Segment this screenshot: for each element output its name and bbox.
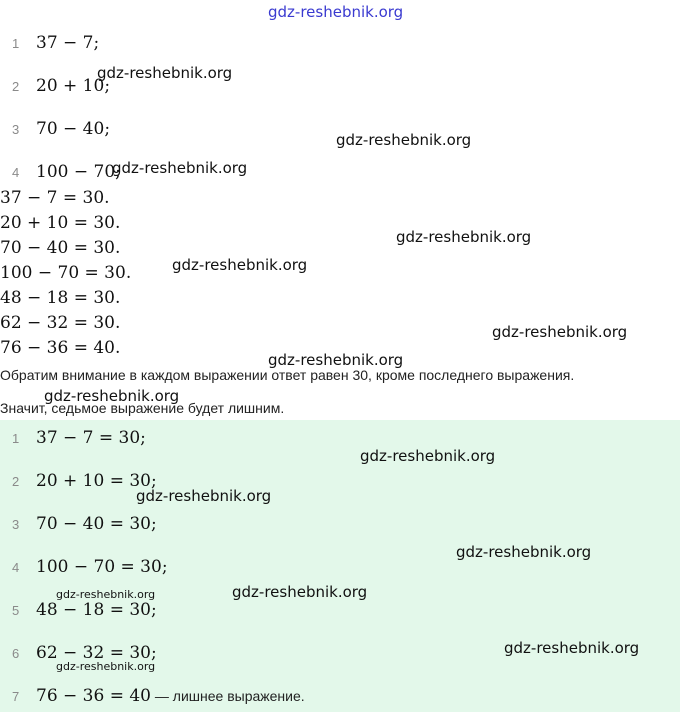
watermark: gdz-reshebnik.org — [56, 588, 156, 601]
list-item-expression: 76 − 36 = 40 — [36, 686, 151, 706]
result-line: 48 − 18 = 30. — [0, 288, 121, 308]
watermark: gdz-reshebnik.org — [336, 131, 472, 149]
explanation-text: Обратим внимание в каждом выражении ответ равен 30, кроме последнего выражения. — [0, 367, 575, 383]
conclusion-text: Значит, седьмое выражение будет лишним. — [0, 400, 285, 416]
line-number: 6 — [12, 646, 20, 661]
watermark: gdz-reshebnik.org — [360, 447, 496, 465]
result-line: 76 − 36 = 40. — [0, 338, 121, 358]
result-line: 70 − 40 = 30. — [0, 238, 121, 258]
watermark: gdz-reshebnik.org — [492, 323, 628, 341]
list-item: 37 − 7; — [36, 33, 100, 53]
line-number: 3 — [12, 122, 20, 137]
list-item: 20 + 10 = 30; — [36, 471, 157, 491]
watermark: gdz-reshebnik.org — [44, 387, 180, 405]
result-line: 62 − 32 = 30. — [0, 313, 121, 333]
watermark: gdz-reshebnik.org — [56, 660, 156, 673]
line-number: 2 — [12, 79, 20, 94]
watermark: gdz-reshebnik.org — [268, 351, 404, 369]
watermark: gdz-reshebnik.org — [172, 256, 308, 274]
list-item: 100 − 70; — [36, 162, 121, 182]
watermark: gdz-reshebnik.org — [112, 159, 248, 177]
list-item: 20 + 10; — [36, 76, 111, 96]
line-number: 2 — [12, 474, 20, 489]
watermark: gdz-reshebnik.org — [136, 487, 272, 505]
watermark: gdz-reshebnik.org — [396, 228, 532, 246]
list-item: 70 − 40 = 30; — [36, 514, 157, 534]
site-header-link[interactable]: gdz-reshebnik.org — [268, 3, 404, 21]
line-number: 4 — [12, 560, 20, 575]
result-line: 37 − 7 = 30. — [0, 188, 110, 208]
list-item-comment: — лишнее выражение. — [151, 688, 305, 704]
line-number: 1 — [12, 36, 20, 51]
line-number: 7 — [12, 689, 20, 704]
list-item: 70 − 40; — [36, 119, 111, 139]
list-item: 100 − 70 = 30; — [36, 557, 168, 577]
watermark: gdz-reshebnik.org — [232, 583, 368, 601]
list-item: 48 − 18 = 30; — [36, 600, 157, 620]
watermark: gdz-reshebnik.org — [504, 639, 640, 657]
list-item: 62 − 32 = 30; — [36, 643, 157, 663]
line-number: 1 — [12, 431, 20, 446]
line-number: 4 — [12, 165, 20, 180]
list-item — [36, 686, 305, 706]
watermark: gdz-reshebnik.org — [97, 64, 233, 82]
list-item: 37 − 7 = 30; — [36, 428, 146, 448]
result-line: 100 − 70 = 30. — [0, 263, 132, 283]
result-line: 20 + 10 = 30. — [0, 213, 121, 233]
watermark: gdz-reshebnik.org — [456, 543, 592, 561]
line-number: 3 — [12, 517, 20, 532]
line-number: 5 — [12, 603, 20, 618]
